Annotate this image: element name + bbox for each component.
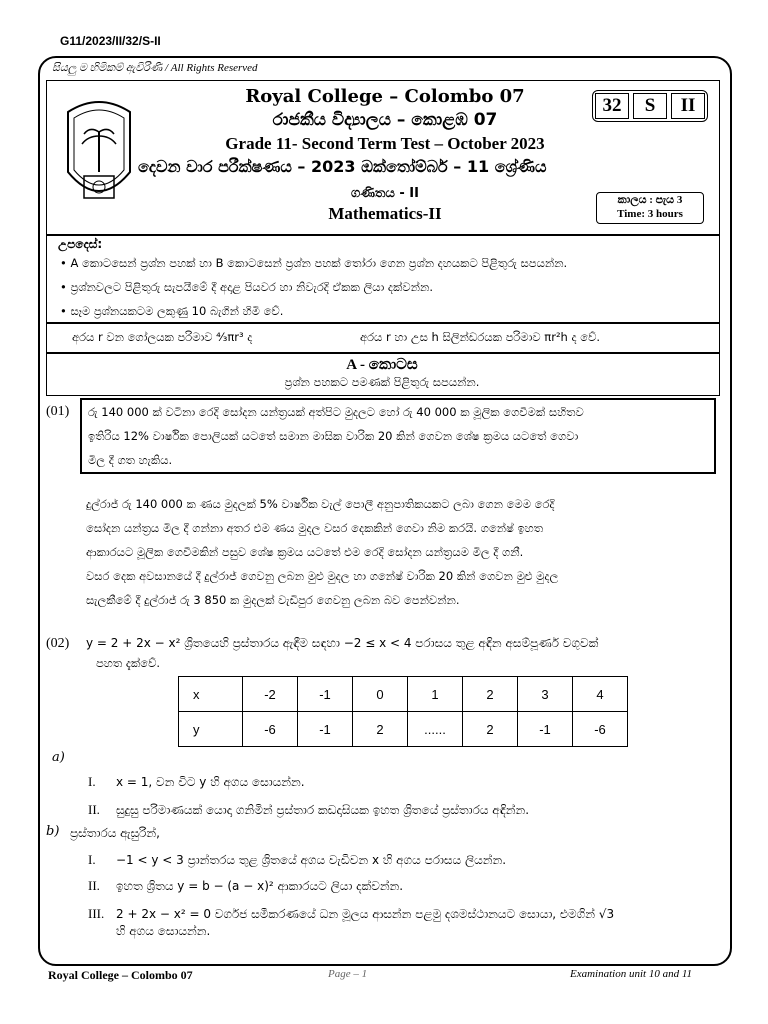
formula-cylinder: අරය r හා උස h සිලින්ඩරයක පරිමාව πr²h ද වේ.: [360, 330, 601, 344]
part-a-title: A - කොටස: [346, 357, 418, 373]
formula-sphere: අරය r වන ගෝලයක පරිමාව ⁴⁄₃πr³ ද: [72, 330, 253, 344]
table-cell: 3: [518, 677, 573, 712]
question-1-line: දුල්රාජ් රු 140 000 ක ණය මුදලක් 5% වාර්ෂික වැල් පොලී අනුපාතිකයකට ලබා ගෙන මෙම රෙදි: [86, 497, 555, 511]
instruction-text: A කොටසෙන් ප්‍රශ්න පහක් හා B කොටසෙන් ප්‍රශ්න පහක් තෝරා ගෙන ප්‍රශ්න දහයකට පිළිතුරු සපයන්න.: [70, 256, 568, 270]
question-1-box-line: ඉතිරිය 12% වාර්ෂික පොලියක් යටතේ සමාන මාසික වාරික 20 කින් ගෙවන ශේෂ ක්‍රමය යටතේ ගෙවා: [88, 429, 579, 443]
sub-item-number: I.: [88, 852, 96, 867]
value-table: [178, 676, 628, 747]
table-cell: 4: [573, 677, 628, 712]
sub-item-text: සුදුසු පරිමාණයක් යොදා ගනිමින් ප්‍රස්තාර කඩදාසියක ඉහත ශ්‍රිතයේ ප්‍රස්තාරය අඳින්න.: [116, 803, 530, 817]
instruction-item: • සෑම ප්‍රශ්නයකටම ලකුණු 10 බැගින් හිමි වේ.: [60, 304, 284, 318]
sub-item-text: −1 < y < 3 ප්‍රාන්තරය තුළ ශ්‍රිතයේ අගය වැඩිවන x හි අගය පරාසය ලියන්න.: [116, 853, 507, 867]
sub-item-number: II.: [88, 878, 100, 893]
time-si: කාලය : පැය 3: [617, 194, 683, 206]
question-1-line: වසර දෙක අවසානයේ දී දුල්රාජ් ගෙවනු ලබන මුළු මුදල හා ගනේෂ් වාරික 20 කින් ගෙවන මුළු මුදල: [86, 569, 559, 583]
table-cell: 2: [463, 677, 518, 712]
question-1-box-line: මිල දී ගත හැකිය.: [88, 453, 173, 467]
question-1-line: සැලකීමේ දී දුල්රාජ් රු 3 850 ක මුදලක් වැඩිපුර ගෙවනු ලබන බව පෙන්වන්න.: [86, 593, 460, 607]
school-crest-icon: [60, 92, 138, 212]
sub-item-text: ඉහත ශ්‍රිතය y = b − (a − x)² ආකාරයට ලියා දක්වන්න.: [116, 879, 404, 893]
sub-item-text: හි අගය සොයන්න.: [116, 924, 211, 938]
table-cell: -1: [518, 712, 573, 747]
unit-code-medium: S: [633, 93, 667, 119]
table-cell: 2: [463, 712, 518, 747]
instructions-title: උපදෙස්:: [58, 237, 103, 251]
time-en: Time: 3 hours: [617, 208, 683, 220]
instruction-text: සෑම ප්‍රශ්නයකටම ලකුණු 10 බැගින් හිමි වේ.: [70, 304, 284, 318]
table-cell: -6: [573, 712, 628, 747]
unit-code-paper: II: [671, 93, 705, 119]
instruction-item: • A කොටසෙන් ප්‍රශ්න පහක් හා B කොටසෙන් ප්‍රශ්න පහක් තෝරා ගෙන ප්‍රශ්න දහයකට පිළිතුරු සපයන්න.: [60, 256, 568, 270]
question-1-number: (01): [46, 404, 70, 419]
test-title-si: දෙවන වාර පරීක්ෂණය – 2023 ඔක්තෝම්බර් – 11 ශ්‍රේණිය: [138, 157, 547, 176]
question-2-line: y = 2 + 2x − x² ශ්‍රිතයෙහි ප්‍රස්තාරය ඇඳීම සඳහා −2 ≤ x < 4 පරාසය තුළ අඳින අසම්පූර්ණ වගුවක්: [86, 636, 599, 650]
school-name-si: රාජකීය විද්‍යාලය – කොළඹ 07: [272, 110, 498, 130]
table-cell: 2: [353, 712, 408, 747]
subject-en: Mathematics-II: [328, 204, 442, 223]
question-2-line: පහත දැක්වේ.: [96, 656, 161, 670]
paper-code: G11/2023/II/32/S-II: [60, 34, 161, 48]
sub-item-text: 2 + 2x − x² = 0 වර්ගජ සමීකරණයේ ධන මූලය ආසන්න පළමු දශමස්ථානයට සොයා, එමගින් √3: [116, 907, 615, 921]
part-a-subtitle: ප්‍රශ්න පහකට පමණක් පිළිතුරු සපයන්න.: [284, 375, 480, 389]
table-cell: 0: [353, 677, 408, 712]
time-box: [596, 192, 704, 224]
unit-code-number: 32: [595, 93, 629, 119]
table-cell: -2: [243, 677, 298, 712]
unit-code-box: [592, 90, 708, 122]
part-b-intro: ප්‍රස්තාරය ඇසුරින්,: [70, 826, 160, 840]
question-1-box-line: රු 140 000 ක් වටිනා රෙදි සෝදන යන්ත්‍රයක් අත්පිට මුදලට හෝ රු 40 000 ක මූලික ගෙවීමක් සහිතව: [88, 405, 584, 419]
footer-school: Royal College – Colombo 07: [48, 968, 193, 982]
footer-unit: Examination unit 10 and 11: [570, 968, 693, 980]
instruction-item: • ප්‍රශ්නවලට පිළිතුරු සැපයීමේ දී අදාළ පියවර හා නිවැරදි ඒකක ලියා දක්වන්න.: [60, 280, 433, 294]
table-cell: -6: [243, 712, 298, 747]
school-name-en: Royal College – Colombo 07: [245, 86, 525, 107]
sub-item-number: III.: [88, 906, 105, 921]
sub-item-number: I.: [88, 774, 96, 789]
table-row-x: [179, 677, 628, 712]
question-1-paragraph: [86, 492, 558, 612]
question-1-line: ආකාරයට මූලික ගෙවීමකින් පසුව ශේෂ ක්‍රමය යටතේ එම රෙදි සෝදන යන්ත්‍රයම මිල දී ගනී.: [86, 545, 524, 559]
sub-item-number: II.: [88, 802, 100, 817]
table-cell: ......: [408, 712, 463, 747]
question-1-line: සෝදන යන්ත්‍රය මිල දී ගන්නා අතර එම ණය මුදල වසර දෙකකින් ගෙවා නිම කරයි. ගනේෂ් ඉහත: [86, 521, 544, 535]
table-cell: y: [179, 712, 243, 747]
rights-notice: සියලු ම හිමිකම් ඇවිරිණි / All Rights Reserved: [52, 62, 258, 74]
sub-item-text: x = 1, වන විට y හි අගය සොයන්න.: [116, 775, 305, 789]
table-cell: x: [179, 677, 243, 712]
part-b-label: b): [46, 824, 60, 839]
table-row-y: [179, 712, 628, 747]
grade-line: Grade 11- Second Term Test – October 2023: [225, 134, 545, 153]
subject-si: ගණිතය - II: [351, 186, 419, 201]
footer-page: Page – 1: [328, 968, 368, 980]
table-cell: 1: [408, 677, 463, 712]
instruction-text: ප්‍රශ්නවලට පිළිතුරු සැපයීමේ දී අදාළ පියවර හා නිවැරදි ඒකක ලියා දක්වන්න.: [70, 280, 433, 294]
table-cell: -1: [298, 677, 353, 712]
question-2-number: (02): [46, 636, 70, 651]
table-cell: -1: [298, 712, 353, 747]
question-1-box: [80, 398, 716, 474]
part-a-label: a): [52, 750, 65, 765]
